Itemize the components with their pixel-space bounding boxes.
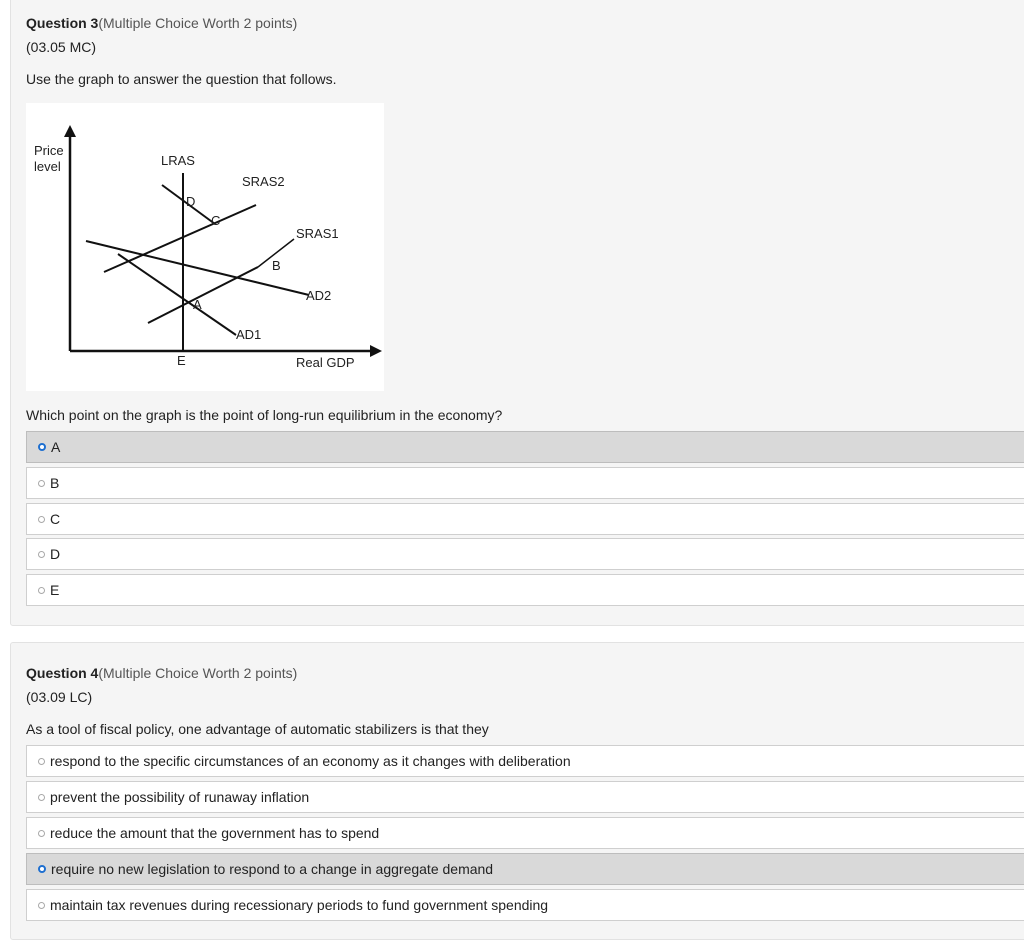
lras-label: LRAS xyxy=(161,153,195,168)
y-axis-label-price: Price xyxy=(34,143,64,158)
ad1-curve xyxy=(118,254,236,335)
sras1-curve-left xyxy=(148,267,258,323)
q4-option-4[interactable] xyxy=(26,853,1024,885)
sras1-label: SRAS1 xyxy=(296,226,339,241)
q4-option-5[interactable] xyxy=(26,889,1024,921)
question-4-number: Question 4 xyxy=(26,665,99,681)
question-4-heading xyxy=(26,665,297,681)
q4-option-1[interactable] xyxy=(26,745,1024,777)
question-4-card xyxy=(10,642,1024,940)
sras2-label: SRAS2 xyxy=(242,174,285,189)
x-axis-arrow xyxy=(370,345,382,357)
point-d-label: D xyxy=(186,194,196,209)
question-3-heading xyxy=(26,15,297,31)
point-b-label: B xyxy=(272,258,281,273)
option-label: E xyxy=(50,582,60,598)
question-3-intro: Use the graph to answer the question that follows. xyxy=(26,71,337,87)
q3-option-e[interactable] xyxy=(26,574,1024,606)
radio-icon[interactable] xyxy=(38,587,45,594)
option-label: D xyxy=(50,546,61,562)
option-label: prevent the possibility of runaway inflation xyxy=(50,789,310,805)
x-axis-label: Real GDP xyxy=(296,355,355,370)
question-3-prompt: Which point on the graph is the point of long-run equilibrium in the economy? xyxy=(26,407,503,423)
radio-icon[interactable] xyxy=(38,758,45,765)
y-axis-arrow xyxy=(64,125,76,137)
question-3-worth: (Multiple Choice Worth 2 points) xyxy=(98,15,298,31)
point-a-label: A xyxy=(193,297,202,312)
point-c-label: C xyxy=(211,213,221,228)
option-label: A xyxy=(51,439,61,455)
question-3-number: Question 3 xyxy=(26,15,99,31)
option-label: require no new legislation to respond to a change in aggregate demand xyxy=(51,861,494,877)
radio-icon[interactable] xyxy=(38,830,45,837)
option-label: respond to the specific circumstances of an economy as it changes with deliberation xyxy=(50,753,571,769)
q3-option-b[interactable] xyxy=(26,467,1024,499)
as-ad-graph xyxy=(26,103,384,391)
radio-selected-icon[interactable] xyxy=(38,443,46,451)
option-label: B xyxy=(50,475,60,491)
option-label: reduce the amount that the government has to spend xyxy=(50,825,380,841)
radio-icon[interactable] xyxy=(38,902,45,909)
question-4-prompt: As a tool of fiscal policy, one advantage of automatic stabilizers is that they xyxy=(26,721,489,737)
option-label: C xyxy=(50,511,61,527)
ad2-label: AD2 xyxy=(306,288,332,303)
radio-icon[interactable] xyxy=(38,551,45,558)
question-3-card xyxy=(10,0,1024,626)
question-4-code: (03.09 LC) xyxy=(26,689,93,705)
q3-option-a[interactable] xyxy=(26,431,1024,463)
option-label: maintain tax revenues during recessionary periods to fund government spending xyxy=(50,897,549,913)
radio-icon[interactable] xyxy=(38,516,45,523)
as-ad-graph-svg xyxy=(26,103,384,391)
y-axis-label-level: level xyxy=(34,159,61,174)
point-e-label: E xyxy=(177,353,186,368)
radio-icon[interactable] xyxy=(38,480,45,487)
q3-option-c[interactable] xyxy=(26,503,1024,535)
radio-icon[interactable] xyxy=(38,794,45,801)
q3-option-d[interactable] xyxy=(26,538,1024,570)
ad1-label: AD1 xyxy=(236,327,262,342)
question-3-code: (03.05 MC) xyxy=(26,39,97,55)
q4-option-2[interactable] xyxy=(26,781,1024,813)
sras2-curve xyxy=(104,205,256,272)
question-4-worth: (Multiple Choice Worth 2 points) xyxy=(98,665,298,681)
radio-selected-icon[interactable] xyxy=(38,865,46,873)
q4-option-3[interactable] xyxy=(26,817,1024,849)
